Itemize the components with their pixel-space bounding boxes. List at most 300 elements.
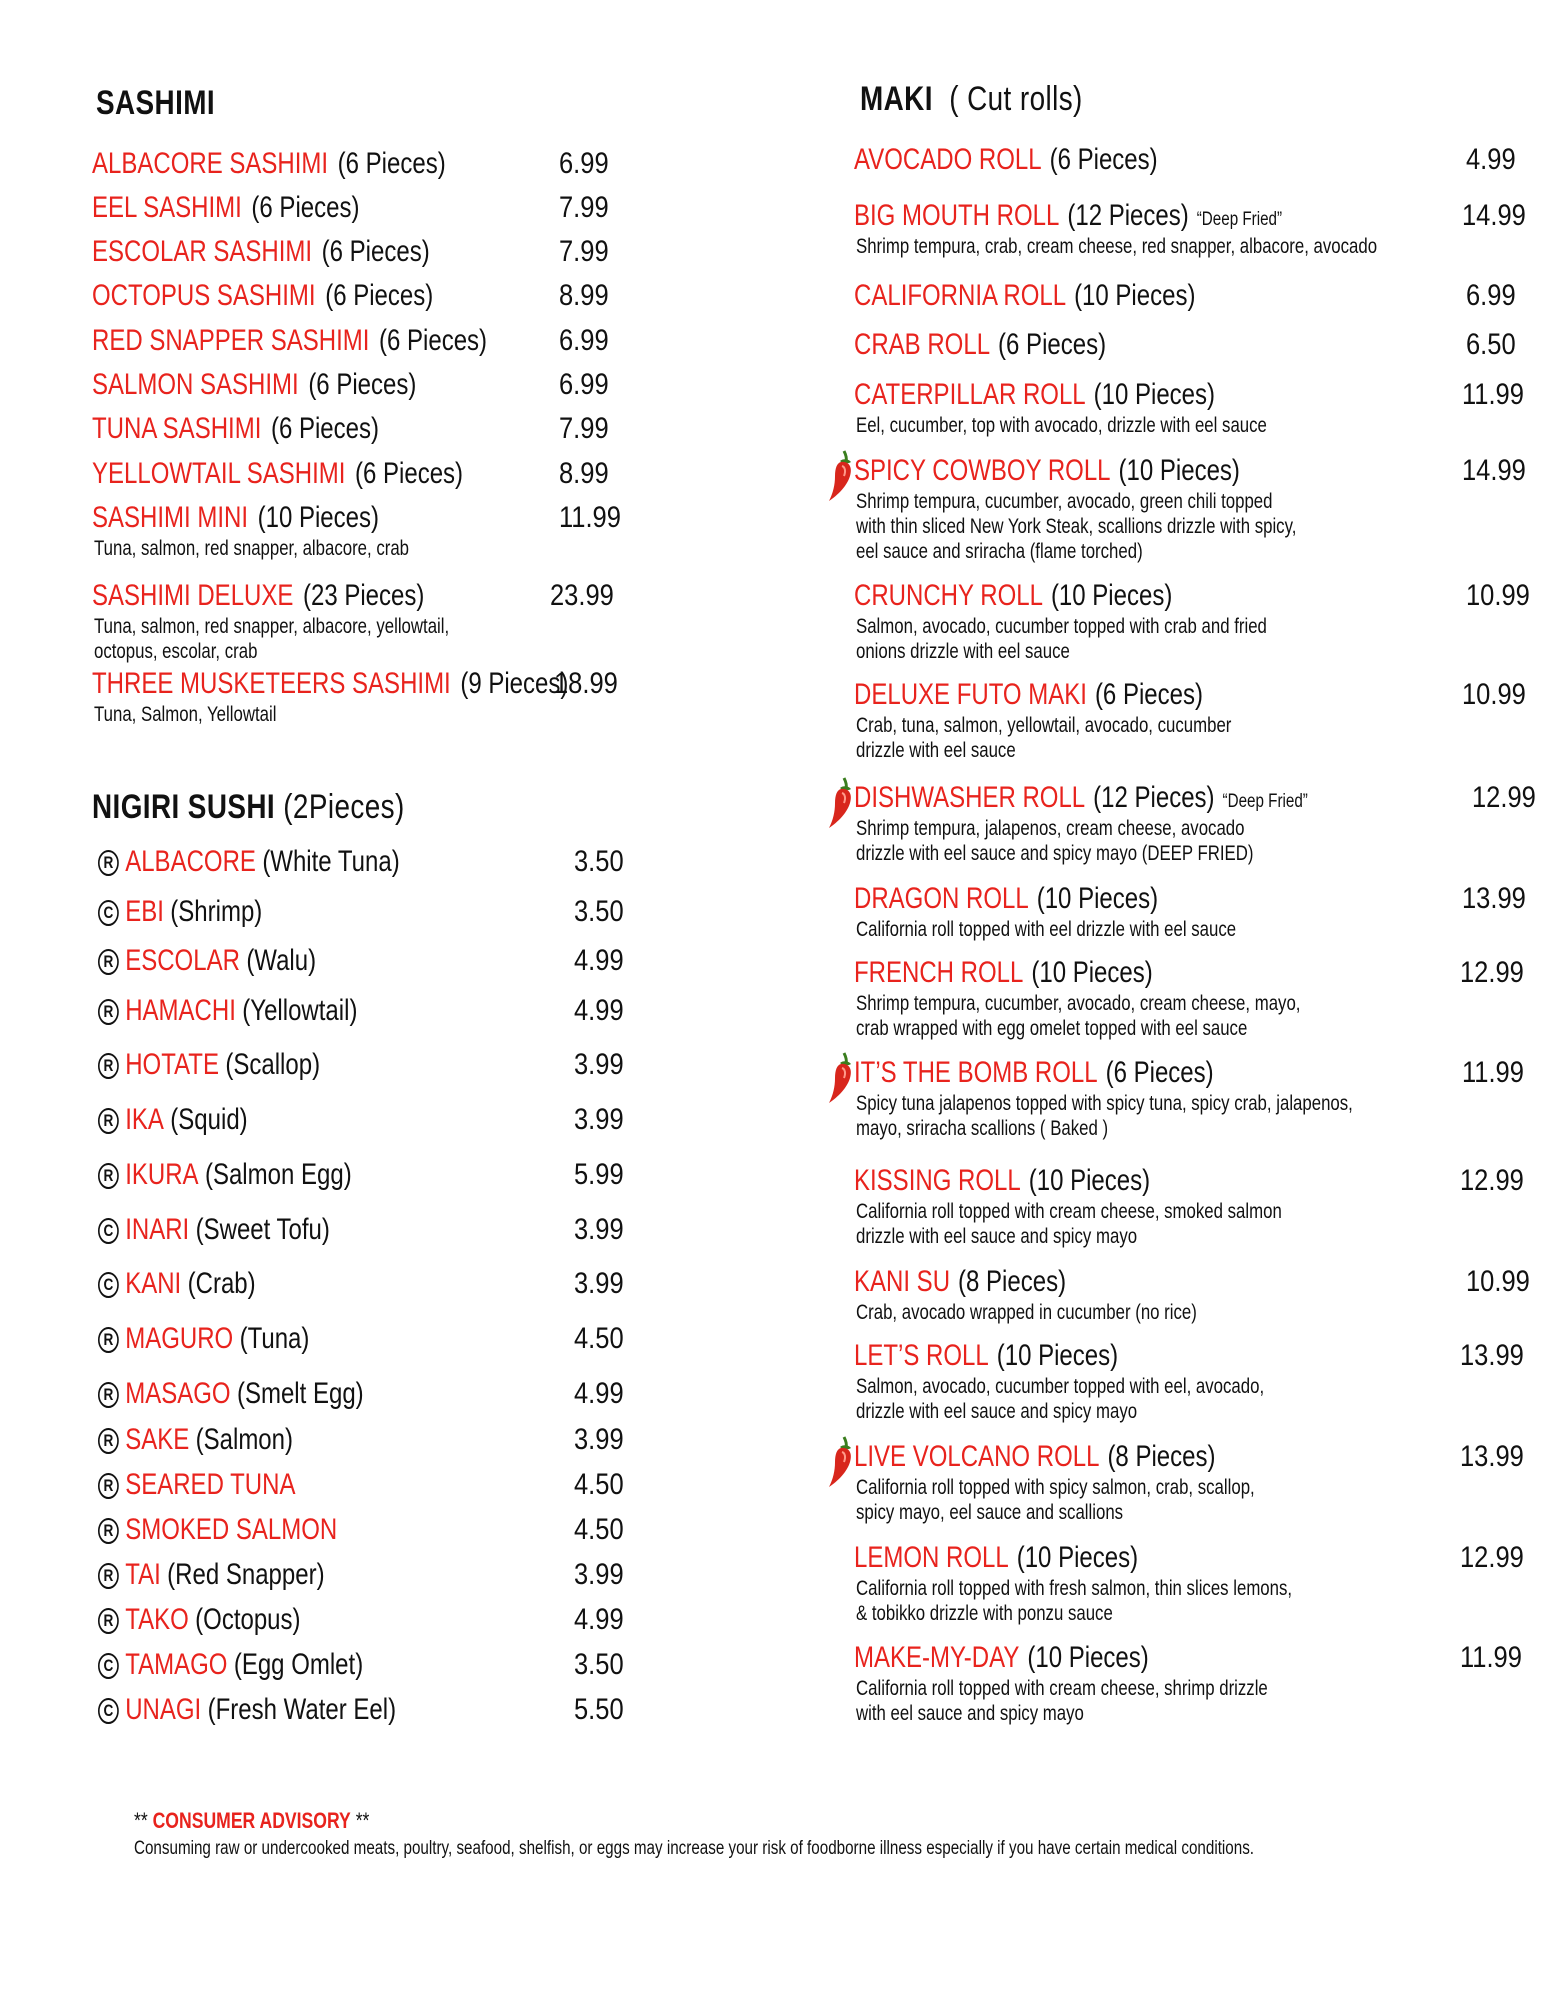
- sashimi-item: [92, 278, 652, 314]
- nigiri-item: [98, 1102, 658, 1138]
- maki-item-name: [854, 142, 1158, 178]
- maki-item: [854, 881, 1534, 942]
- maki-item-line: [854, 881, 1534, 917]
- nigiri-item: [98, 1047, 658, 1083]
- maki-item-line: [854, 377, 1534, 413]
- sashimi-item-name: [92, 456, 463, 492]
- item-name: SEARED TUNA: [125, 1468, 296, 1501]
- item-price: 8.99: [559, 457, 609, 490]
- registered-mark-icon: R: [98, 1608, 119, 1634]
- item-name: MAKE-MY-DAY: [854, 1641, 1020, 1674]
- item-qty: (6 Pieces): [251, 191, 360, 224]
- nigiri-item-name: [98, 1047, 320, 1083]
- maki-item: [854, 278, 1534, 314]
- maki-item-name: [854, 1338, 1118, 1374]
- item-price: 11.99: [1460, 1641, 1522, 1674]
- copyright-mark-icon: C: [98, 1698, 119, 1724]
- nigiri-item-name: [98, 1602, 301, 1638]
- item-name: BIG MOUTH ROLL: [854, 199, 1060, 232]
- item-price: 12.99: [1460, 956, 1524, 989]
- item-note: “Deep Fried”: [1222, 791, 1308, 812]
- item-alt-name: (Salmon Egg): [204, 1158, 352, 1191]
- item-price: 3.99: [574, 1423, 624, 1456]
- maki-item-name: [854, 955, 1153, 991]
- maki-item: [854, 1338, 1534, 1424]
- item-price: 4.50: [574, 1513, 624, 1546]
- item-name: SAKE: [125, 1423, 190, 1456]
- item-alt-name: (White Tuna): [262, 845, 400, 878]
- item-description: drizzle with eel sauce and spicy mayo: [856, 1400, 1138, 1423]
- nigiri-item-line: [98, 894, 658, 930]
- nigiri-item-line: [98, 1376, 658, 1412]
- nigiri-item-line: [98, 1467, 658, 1503]
- item-name: TAI: [125, 1558, 161, 1591]
- item-alt-name: (Yellowtail): [242, 994, 358, 1027]
- sashimi-item: [92, 578, 652, 664]
- item-alt-name: (Salmon): [195, 1423, 293, 1456]
- item-price: 3.50: [574, 1648, 624, 1681]
- sashimi-item-line: [92, 578, 652, 614]
- maki-item: [854, 453, 1534, 564]
- nigiri-item-line: [98, 844, 658, 880]
- nigiri-item-line: [98, 993, 658, 1029]
- item-price: 11.99: [1462, 1056, 1524, 1089]
- maki-item: [854, 377, 1534, 438]
- nigiri-item-line: [98, 1647, 658, 1683]
- item-qty: (10 Pieces): [1050, 579, 1173, 612]
- item-name: IT’S THE BOMB ROLL: [854, 1056, 1098, 1089]
- item-name: IKA: [125, 1103, 164, 1136]
- registered-mark-icon: R: [98, 949, 119, 975]
- sashimi-item: [92, 367, 652, 403]
- item-name: CALIFORNIA ROLL: [854, 279, 1067, 312]
- nigiri-item-name: [98, 1512, 337, 1548]
- item-price: 10.99: [1466, 1265, 1530, 1298]
- item-description: onions drizzle with eel sauce: [856, 640, 1070, 663]
- item-price: 11.99: [559, 501, 621, 534]
- maki-item: [854, 1439, 1534, 1525]
- nigiri-item-line: [98, 1422, 658, 1458]
- maki-item: [854, 955, 1534, 1041]
- item-alt-name: (Octopus): [195, 1603, 301, 1636]
- chili-pepper-icon: [826, 449, 856, 503]
- advisory-title: CONSUMER ADVISORY: [152, 1808, 351, 1833]
- nigiri-item: [98, 1266, 658, 1302]
- maki-item-name: [854, 198, 1282, 238]
- sashimi-item-line: [92, 190, 652, 226]
- item-description: with thin sliced New York Steak, scallions drizzle with spicy,: [856, 515, 1297, 538]
- sashimi-item: [92, 456, 652, 492]
- item-name: DISHWASHER ROLL: [854, 781, 1086, 814]
- item-qty: (8 Pieces): [958, 1265, 1067, 1298]
- item-description: drizzle with eel sauce and spicy mayo: [856, 1225, 1138, 1248]
- nigiri-item: [98, 1212, 658, 1248]
- registered-mark-icon: R: [98, 1163, 119, 1189]
- maki-item: [854, 327, 1534, 363]
- item-price: 10.99: [1462, 678, 1526, 711]
- maki-item-name: [854, 780, 1308, 820]
- nigiri-item-name: [98, 1557, 325, 1593]
- item-price: 14.99: [1462, 454, 1526, 487]
- item-price: 4.99: [574, 944, 624, 977]
- maki-item-name: [854, 1264, 1066, 1300]
- item-name: IKURA: [125, 1158, 199, 1191]
- nigiri-item-name: [98, 1321, 309, 1357]
- consumer-advisory: [134, 1808, 1534, 1860]
- item-name: EEL SASHIMI: [92, 191, 242, 224]
- maki-section-title: [860, 80, 1083, 119]
- maki-item-name: [854, 453, 1240, 489]
- item-price: 6.99: [1466, 279, 1516, 312]
- nigiri-item-name: [98, 943, 316, 979]
- sashimi-item-name: [92, 578, 424, 614]
- item-qty: (10 Pieces): [1016, 1541, 1139, 1574]
- item-alt-name: (Fresh Water Eel): [207, 1693, 397, 1726]
- advisory-suffix: **: [355, 1808, 370, 1833]
- item-qty: (6 Pieces): [337, 147, 446, 180]
- item-qty: (23 Pieces): [302, 579, 425, 612]
- nigiri-item-name: [98, 894, 262, 930]
- item-description: California roll topped with cream cheese, smoked salmon: [856, 1200, 1282, 1223]
- maki-item: [854, 780, 1534, 866]
- item-name: FRENCH ROLL: [854, 956, 1024, 989]
- nigiri-item: [98, 1376, 658, 1412]
- sashimi-item: [92, 234, 652, 270]
- item-qty: (8 Pieces): [1107, 1440, 1216, 1473]
- sashimi-item: [92, 500, 652, 561]
- maki-item: [854, 677, 1534, 763]
- nigiri-item-line: [98, 1602, 658, 1638]
- item-description: Crab, tuna, salmon, yellowtail, avocado, cucumber: [856, 714, 1232, 737]
- item-qty: (10 Pieces): [1027, 1641, 1149, 1674]
- item-name: CATERPILLAR ROLL: [854, 378, 1086, 411]
- item-qty: (6 Pieces): [379, 324, 488, 357]
- item-price: 13.99: [1460, 1440, 1524, 1473]
- item-description: Shrimp tempura, cucumber, avocado, green chili topped: [856, 490, 1273, 513]
- item-name: CRAB ROLL: [854, 328, 991, 361]
- item-name: ESCOLAR: [125, 944, 240, 977]
- item-description: Salmon, avocado, cucumber topped with eel, avocado,: [856, 1375, 1265, 1398]
- maki-item-line: [854, 1640, 1534, 1676]
- item-name: TAKO: [125, 1603, 189, 1636]
- item-name: LIVE VOLCANO ROLL: [854, 1440, 1100, 1473]
- maki-item-name: [854, 1055, 1214, 1091]
- item-name: TUNA SASHIMI: [92, 412, 262, 445]
- sashimi-item-name: [92, 500, 379, 536]
- item-alt-name: (Crab): [187, 1267, 256, 1300]
- item-price: 3.99: [574, 1213, 624, 1246]
- item-description: crab wrapped with egg omelet topped with eel sauce: [856, 1017, 1248, 1040]
- item-name: RED SNAPPER SASHIMI: [92, 324, 370, 357]
- item-description: Crab, avocado wrapped in cucumber (no rice): [856, 1301, 1197, 1324]
- chili-pepper-icon: [826, 1051, 856, 1105]
- registered-mark-icon: R: [98, 1327, 119, 1353]
- item-name: HAMACHI: [125, 994, 236, 1027]
- sashimi-item-line: [92, 146, 652, 182]
- item-name: EBI: [125, 895, 164, 928]
- sashimi-item: [92, 190, 652, 226]
- maki-item: [854, 198, 1534, 259]
- item-price: 13.99: [1462, 882, 1526, 915]
- item-description: California roll topped with eel drizzle with eel sauce: [856, 918, 1237, 941]
- item-qty: (6 Pieces): [308, 368, 417, 401]
- nigiri-item: [98, 1467, 658, 1503]
- maki-item-line: [854, 677, 1534, 713]
- item-qty: (12 Pieces): [1067, 199, 1189, 232]
- item-description: with eel sauce and spicy mayo: [856, 1702, 1084, 1725]
- item-name: SPICY COWBOY ROLL: [854, 454, 1111, 487]
- item-name: KANI: [125, 1267, 182, 1300]
- item-description: eel sauce and sriracha (flame torched): [856, 540, 1143, 563]
- maki-item-line: [854, 278, 1534, 314]
- sashimi-item-line: [92, 411, 652, 447]
- maki-item-line: [854, 578, 1534, 614]
- maki-item-line: [854, 327, 1534, 363]
- item-alt-name: (Smelt Egg): [236, 1377, 364, 1410]
- nigiri-item-name: [98, 1266, 256, 1302]
- maki-item-name: [854, 1163, 1150, 1199]
- sashimi-item-line: [92, 456, 652, 492]
- item-alt-name: (Tuna): [239, 1322, 310, 1355]
- item-qty: (10 Pieces): [1118, 454, 1240, 487]
- item-price: 7.99: [559, 412, 609, 445]
- item-qty: (12 Pieces): [1093, 781, 1215, 814]
- maki-item-line: [854, 1540, 1534, 1576]
- nigiri-item-line: [98, 1047, 658, 1083]
- maki-item-line: [854, 1264, 1534, 1300]
- item-qty: (6 Pieces): [325, 279, 434, 312]
- registered-mark-icon: R: [98, 1428, 119, 1454]
- item-name: ESCOLAR SASHIMI: [92, 235, 313, 268]
- maki-item-line: [854, 1055, 1534, 1091]
- item-description: Shrimp tempura, jalapenos, cream cheese, avocado: [856, 817, 1245, 840]
- item-qty: (10 Pieces): [1093, 378, 1216, 411]
- item-description: Tuna, salmon, red snapper, albacore, crab: [94, 537, 410, 560]
- sashimi-item-name: [92, 666, 568, 702]
- item-name: THREE MUSKETEERS SASHIMI: [92, 667, 451, 700]
- item-name: CRUNCHY ROLL: [854, 579, 1043, 612]
- registered-mark-icon: R: [98, 1518, 119, 1544]
- item-alt-name: (Walu): [246, 944, 317, 977]
- item-name: KANI SU: [854, 1265, 951, 1298]
- sashimi-item-name: [92, 190, 359, 226]
- item-description: Shrimp tempura, cucumber, avocado, cream cheese, mayo,: [856, 992, 1301, 1015]
- nigiri-item-name: [98, 1157, 352, 1193]
- nigiri-section-title: [92, 788, 405, 827]
- item-price: 3.50: [574, 845, 624, 878]
- nigiri-item: [98, 1512, 658, 1548]
- item-price: 6.50: [1466, 328, 1516, 361]
- item-description: & tobikko drizzle with ponzu sauce: [856, 1602, 1113, 1625]
- maki-item-line: [854, 198, 1534, 234]
- item-qty: (6 Pieces): [270, 412, 379, 445]
- item-alt-name: (Sweet Tofu): [195, 1213, 330, 1246]
- nigiri-title-text: NIGIRI SUSHI: [92, 788, 276, 826]
- item-name: DELUXE FUTO MAKI: [854, 678, 1087, 711]
- nigiri-item-line: [98, 1266, 658, 1302]
- item-name: HOTATE: [125, 1048, 219, 1081]
- item-name: AVOCADO ROLL: [854, 143, 1042, 176]
- item-name: SASHIMI MINI: [92, 501, 249, 534]
- item-description: drizzle with eel sauce: [856, 739, 1016, 762]
- maki-item-line: [854, 780, 1534, 816]
- nigiri-item: [98, 1321, 658, 1357]
- maki-item-name: [854, 327, 1106, 363]
- maki-item-name: [854, 881, 1158, 917]
- item-description: California roll topped with cream cheese, shrimp drizzle: [856, 1677, 1268, 1700]
- maki-item-name: [854, 278, 1195, 314]
- nigiri-title-qty: (2Pieces): [283, 788, 405, 826]
- item-qty: (6 Pieces): [321, 235, 430, 268]
- nigiri-item-line: [98, 1102, 658, 1138]
- item-price: 4.99: [574, 994, 624, 1027]
- sashimi-item-line: [92, 323, 652, 359]
- item-price: 10.99: [1466, 579, 1530, 612]
- item-name: ALBACORE: [125, 845, 256, 878]
- maki-item-line: [854, 142, 1534, 178]
- item-price: 3.99: [574, 1267, 624, 1300]
- maki-item-line: [854, 1338, 1534, 1374]
- registered-mark-icon: R: [98, 850, 119, 876]
- item-price: 12.99: [1460, 1541, 1524, 1574]
- item-alt-name: (Red Snapper): [167, 1558, 325, 1591]
- registered-mark-icon: R: [98, 1382, 119, 1408]
- sashimi-item: [92, 666, 652, 727]
- maki-item-line: [854, 453, 1534, 489]
- sashimi-item-line: [92, 500, 652, 536]
- item-name: TAMAGO: [125, 1648, 228, 1681]
- nigiri-item: [98, 844, 658, 880]
- item-price: 5.50: [574, 1693, 624, 1726]
- item-price: 6.99: [559, 324, 609, 357]
- item-alt-name: (Egg Omlet): [233, 1648, 364, 1681]
- nigiri-item-line: [98, 1692, 658, 1728]
- item-price: 4.99: [574, 1377, 624, 1410]
- item-name: SMOKED SALMON: [125, 1513, 338, 1546]
- item-name: YELLOWTAIL SASHIMI: [92, 457, 346, 490]
- nigiri-item-name: [98, 1212, 330, 1248]
- nigiri-item-name: [98, 844, 400, 880]
- item-name: KISSING ROLL: [854, 1164, 1021, 1197]
- item-qty: (10 Pieces): [996, 1339, 1119, 1372]
- item-name: LEMON ROLL: [854, 1541, 1009, 1574]
- maki-title-qty: ( Cut rolls): [949, 80, 1083, 118]
- nigiri-item-name: [98, 993, 357, 1029]
- nigiri-item-name: [98, 1376, 364, 1412]
- maki-item-name: [854, 1439, 1215, 1475]
- nigiri-item: [98, 993, 658, 1029]
- nigiri-item: [98, 1422, 658, 1458]
- sashimi-item-line: [92, 666, 652, 702]
- item-price: 4.50: [574, 1468, 624, 1501]
- copyright-mark-icon: C: [98, 1653, 119, 1679]
- item-qty: (6 Pieces): [355, 457, 464, 490]
- maki-item-name: [854, 1640, 1149, 1676]
- item-qty: (10 Pieces): [1031, 956, 1153, 989]
- sashimi-item: [92, 323, 652, 359]
- chili-pepper-icon: [826, 1435, 856, 1489]
- item-qty: (10 Pieces): [1028, 1164, 1151, 1197]
- item-price: 7.99: [559, 235, 609, 268]
- item-price: 13.99: [1460, 1339, 1524, 1372]
- item-description: Tuna, salmon, red snapper, albacore, yellowtail,: [94, 615, 450, 638]
- maki-item: [854, 142, 1534, 178]
- sashimi-item-line: [92, 278, 652, 314]
- item-description: mayo, sriracha scallions ( Baked ): [856, 1117, 1109, 1140]
- nigiri-item-line: [98, 1557, 658, 1593]
- advisory-prefix: **: [134, 1808, 148, 1833]
- nigiri-item-name: [98, 1692, 396, 1728]
- sashimi-item-name: [92, 278, 433, 314]
- item-name: SASHIMI DELUXE: [92, 579, 294, 612]
- item-name: MASAGO: [125, 1377, 231, 1410]
- item-description: California roll topped with fresh salmon, thin slices lemons,: [856, 1577, 1293, 1600]
- item-description: Spicy tuna jalapenos topped with spicy tuna, spicy crab, jalapenos,: [856, 1092, 1353, 1115]
- item-alt-name: (Shrimp): [170, 895, 263, 928]
- registered-mark-icon: R: [98, 999, 119, 1025]
- item-qty: (10 Pieces): [1036, 882, 1159, 915]
- item-note: “Deep Fried”: [1196, 209, 1283, 230]
- nigiri-item: [98, 1157, 658, 1193]
- maki-item-name: [854, 677, 1203, 713]
- item-qty: (6 Pieces): [1105, 1056, 1214, 1089]
- nigiri-item: [98, 894, 658, 930]
- sashimi-item: [92, 146, 652, 182]
- item-alt-name: (Scallop): [225, 1048, 321, 1081]
- item-qty: (10 Pieces): [257, 501, 379, 534]
- maki-item-line: [854, 1163, 1534, 1199]
- sashimi-item: [92, 411, 652, 447]
- maki-item-name: [854, 1540, 1138, 1576]
- item-price: 7.99: [559, 191, 609, 224]
- nigiri-item-line: [98, 1212, 658, 1248]
- item-price: 23.99: [550, 579, 614, 612]
- copyright-mark-icon: C: [98, 900, 119, 926]
- item-description: Shrimp tempura, crab, cream cheese, red snapper, albacore, avocado: [856, 235, 1378, 258]
- nigiri-item-name: [98, 1647, 363, 1683]
- nigiri-item: [98, 1647, 658, 1683]
- item-qty: (9 Pieces): [460, 667, 569, 700]
- maki-item: [854, 1640, 1534, 1726]
- item-price: 12.99: [1472, 781, 1536, 814]
- sashimi-item-name: [92, 146, 446, 182]
- item-name: LET’S ROLL: [854, 1339, 989, 1372]
- item-description: Tuna, Salmon, Yellowtail: [94, 703, 277, 726]
- item-alt-name: (Squid): [170, 1103, 248, 1136]
- advisory-title-line: [134, 1808, 1254, 1834]
- item-name: OCTOPUS SASHIMI: [92, 279, 316, 312]
- item-description: drizzle with eel sauce and spicy mayo (DEEP FRIED): [856, 842, 1254, 865]
- maki-item: [854, 1264, 1534, 1325]
- sashimi-item-name: [92, 323, 487, 359]
- nigiri-item-name: [98, 1467, 295, 1503]
- item-price: 3.99: [574, 1558, 624, 1591]
- nigiri-item-name: [98, 1102, 248, 1138]
- copyright-mark-icon: C: [98, 1218, 119, 1244]
- maki-item-name: [854, 377, 1215, 413]
- nigiri-item-line: [98, 1512, 658, 1548]
- item-price: 11.99: [1462, 378, 1524, 411]
- item-name: MAGURO: [125, 1322, 234, 1355]
- nigiri-item-line: [98, 1157, 658, 1193]
- copyright-mark-icon: C: [98, 1272, 119, 1298]
- maki-item-name: [854, 578, 1172, 614]
- sashimi-item-line: [92, 367, 652, 403]
- item-name: INARI: [125, 1213, 190, 1246]
- sashimi-item-name: [92, 411, 379, 447]
- sashimi-section-title: SASHIMI: [96, 84, 216, 122]
- item-name: ALBACORE SASHIMI: [92, 147, 329, 180]
